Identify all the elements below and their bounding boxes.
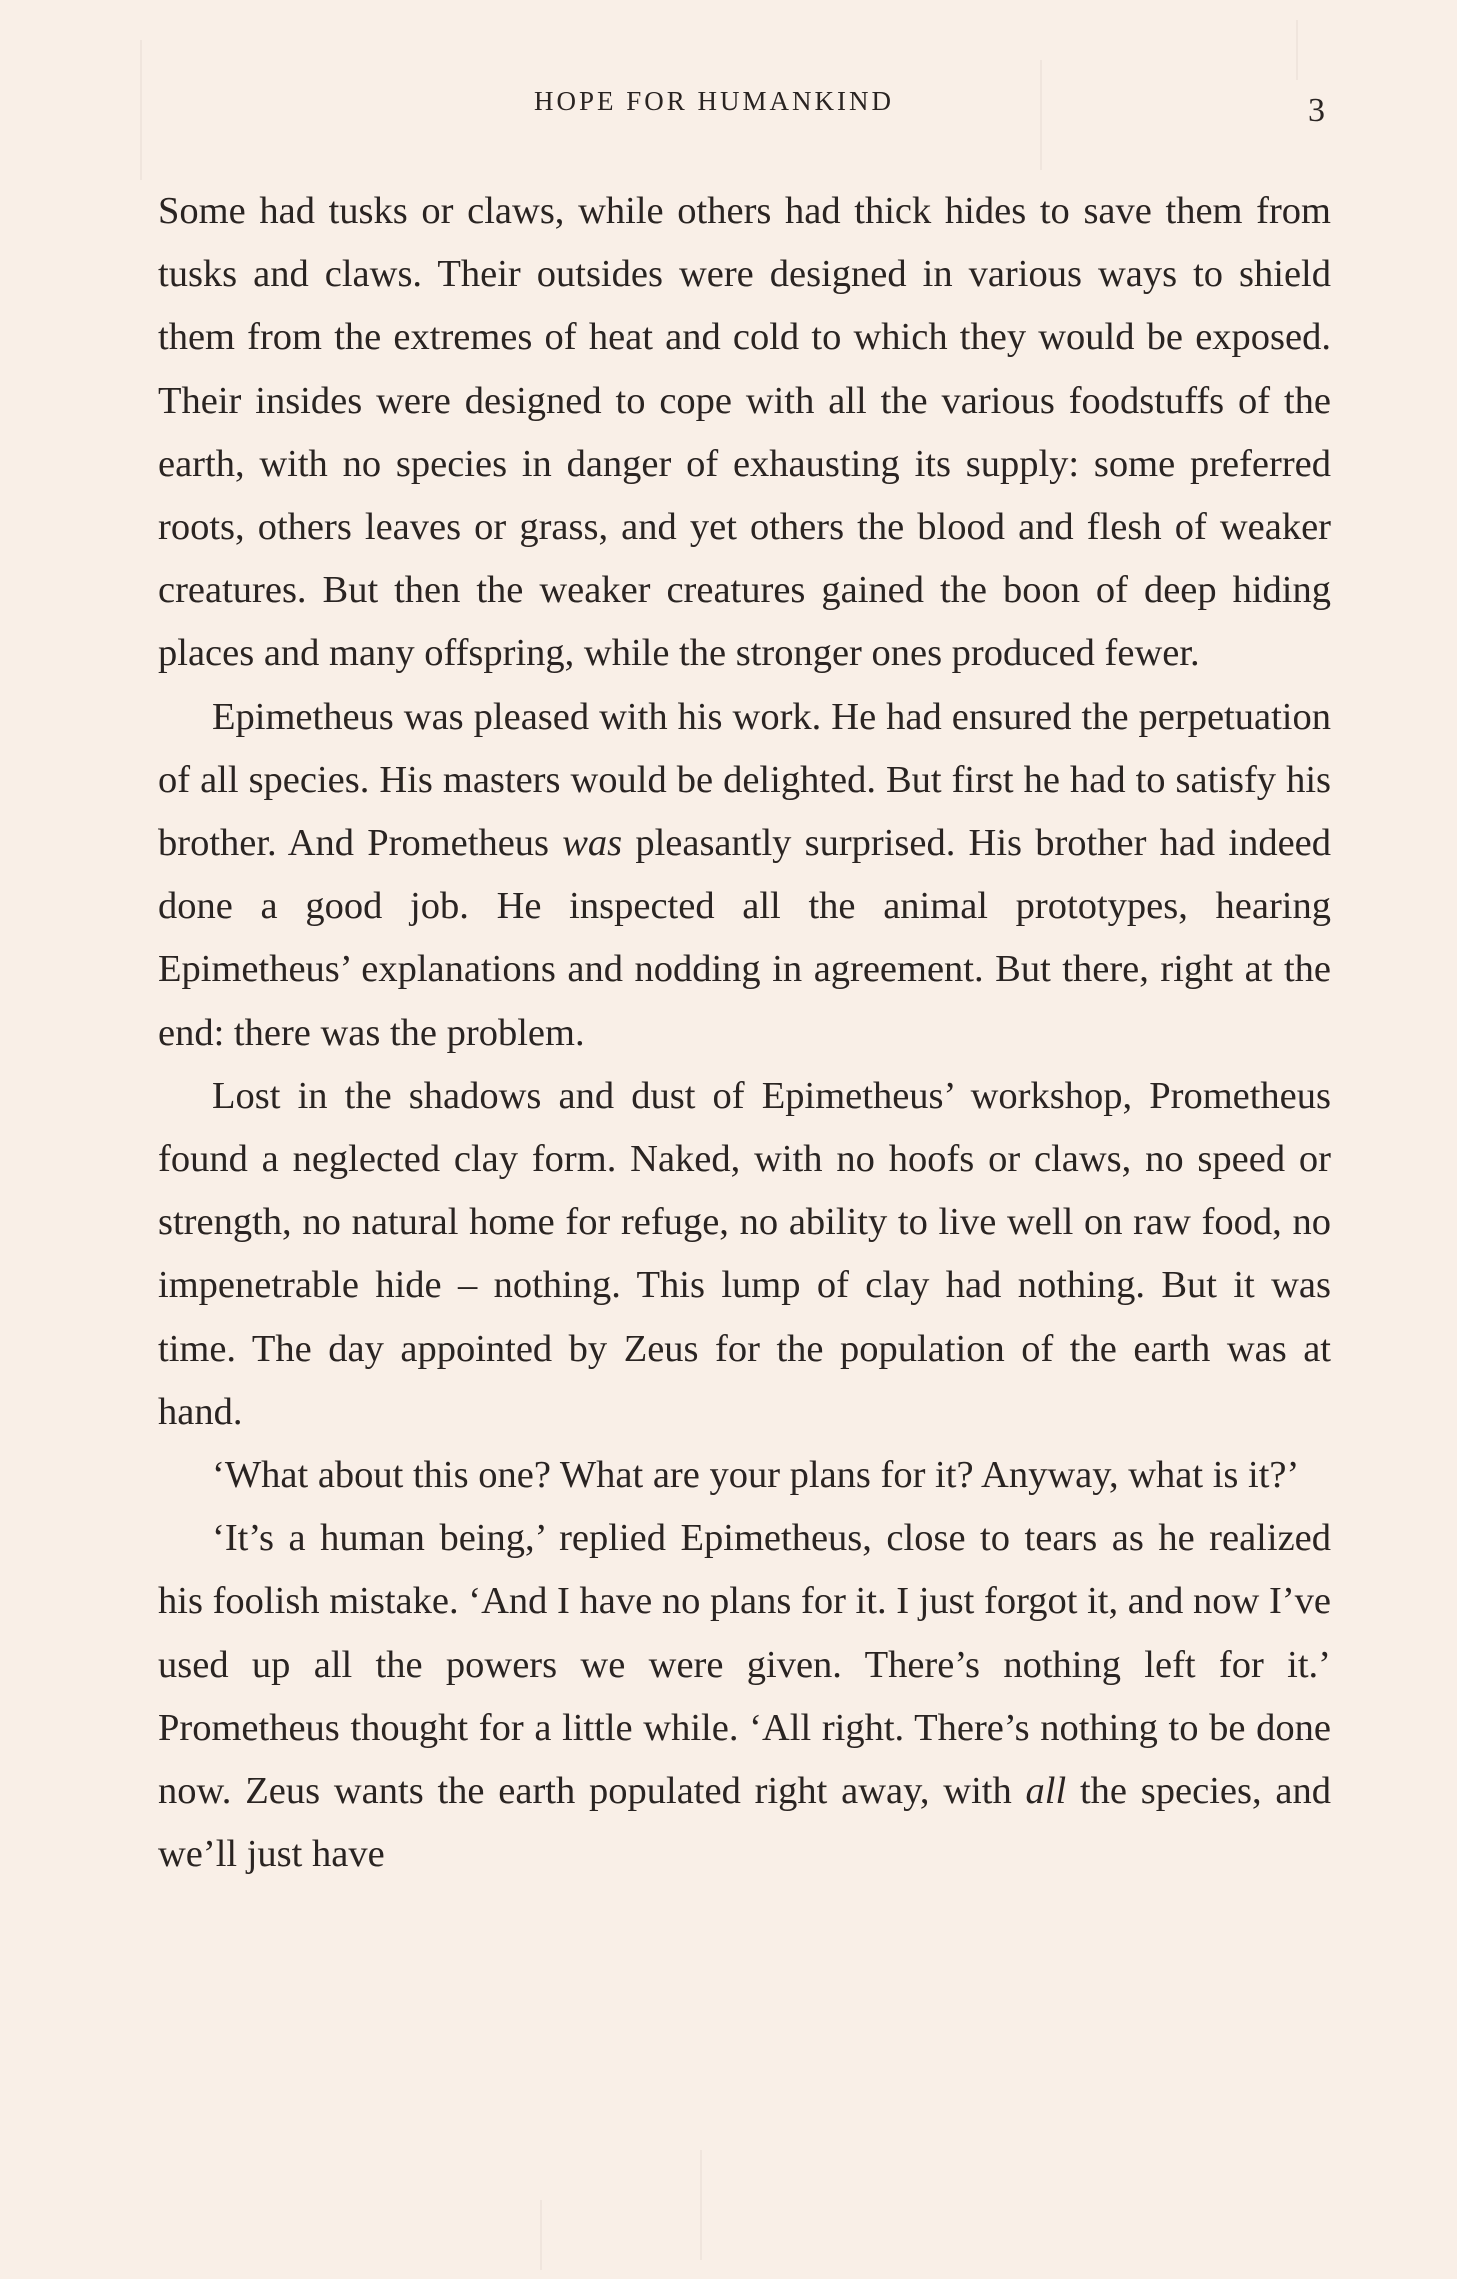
italic-text: all xyxy=(1025,1770,1067,1813)
paragraph xyxy=(158,180,1331,686)
text-segment: ‘It’s a human being,’ replied Epimetheus, close to tears as he realized his foolish mistake. ‘And I have no plans for it. I just forgot it, and now I’ve used up all the powers we were given. There’s nothing left for it.’ Prometheus thought for a little while. ‘All right. There’s nothing to be done now. Zeus wants the earth populated right away, with xyxy=(158,1517,1331,1813)
text-segment: Some had tusks or claws, while others had thick hides to save them from tusks and claws. Their outsides were designed in various ways to shield them from the extremes of heat and cold to which they would be exposed. Their insides were designed to cope with all the various foodstuffs of the earth, with no species in danger of exhausting its supply: some preferred roots, others leaves or grass, and yet others the blood and flesh of weaker creatures. But then the weaker creatures gained the boon of deep hiding places and many offspring, while the stronger ones produced fewer. xyxy=(158,190,1331,675)
italic-text: was xyxy=(562,822,623,865)
paragraph xyxy=(158,1507,1331,1886)
show-through-mark xyxy=(540,2200,542,2270)
paragraph xyxy=(158,686,1331,1065)
text-segment: the species, and we’ll just have xyxy=(158,1770,1331,1876)
body-text xyxy=(158,180,1331,1886)
show-through-mark xyxy=(140,40,142,180)
text-segment: Lost in the shadows and dust of Epimetheus’ workshop, Prometheus found a neglected clay form. Naked, with no hoofs or claws, no speed or strength, no natural home for refuge, no ability to live well on raw food, no impenetrable hide – nothing. This lump of clay had nothing. But it was time. The day appointed by Zeus for the population of the earth was at hand. xyxy=(158,1074,1331,1433)
page-number: 3 xyxy=(1308,92,1325,129)
show-through-mark xyxy=(1040,60,1042,170)
text-segment: ‘What about this one? What are your plans for it? Anyway, what is it?’ xyxy=(212,1454,1300,1497)
text-segment: Epimetheus was pleased with his work. He had ensured the perpetuation of all species. His masters would be delighted. But first he had to satisfy his brother. And Prometheus xyxy=(158,695,1331,865)
show-through-mark xyxy=(1296,20,1298,80)
paragraph xyxy=(158,1444,1331,1507)
text-segment: pleasantly surprised. His brother had indeed done a good job. He inspected all the animal prototypes, hearing Epimetheus’ explanations and nodding in agreement. But there, right at the end: there was the problem. xyxy=(158,822,1331,1054)
show-through-mark xyxy=(700,2150,702,2260)
running-head-title: HOPE FOR HUMANKIND xyxy=(534,86,895,116)
paragraph xyxy=(158,1065,1331,1444)
